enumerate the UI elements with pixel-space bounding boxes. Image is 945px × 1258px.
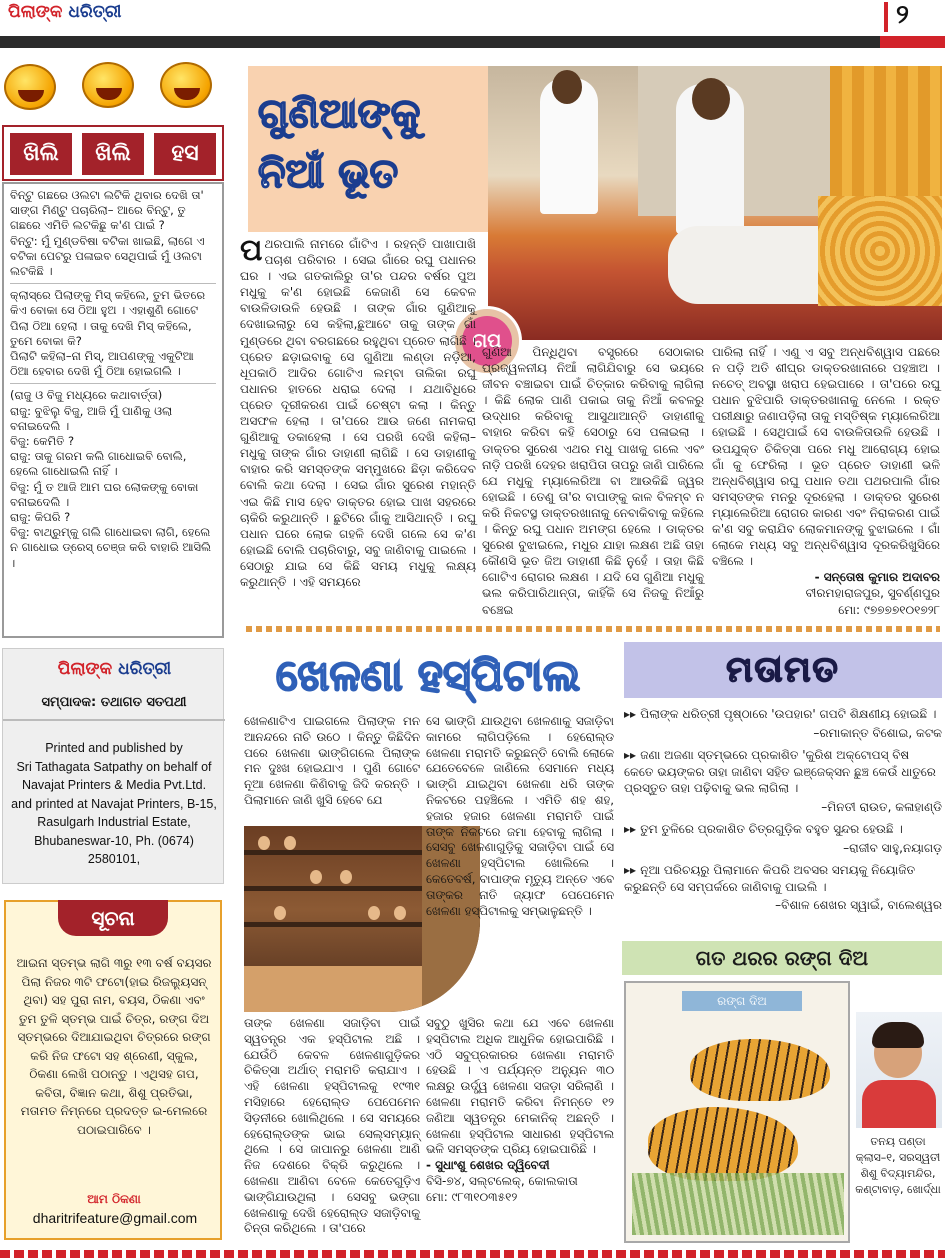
story-text: ସବୁଠୁ ଖୁସିର କଥା ଯେ ଏବେ ଖେଳଣା ହସ୍ପିଟାଲ ଅଧିକ ଆଧୁନିକ ହୋଇପାରିଛି । ଏଠି ସବୁପ୍ରକାରର ଖେଳଣା ମରାମତି ହେଉଛି । ଏ ପର୍ଯ୍ୟନ୍ତ ଅନ୍ୟୁନ ୩୦ ଲକ୍ଷରୁ ଉର୍ଦ୍ଧ୍ୱ ଖେଳଣା ସଜଡ଼ା ସରିଲାଣି । ଖେଳଣା ମରାମତି କରିବା ନିମନ୍ତେ ୧୨ ଜଣିଆ ସ୍ୱତନ୍ତ୍ର ମେକାନିକ୍ ଅଛନ୍ତି । ଖେଳଣା ହସ୍ପିଟାଲ ସାଧାରଣ ହସ୍ପିଟାଲ ଭଳି ସମସ୍ତଙ୍କ ପ୍ରିୟ ହୋଇପାରିଛି । <box>426 1016 614 1157</box>
footer-rule <box>0 1250 945 1258</box>
story-title <box>258 84 478 204</box>
photo-doll <box>284 836 296 850</box>
story-author: - ସନ୍ତୋଷ କୁମାର ଅଦାବର <box>814 570 940 585</box>
laughing-emoji-icon <box>160 62 212 108</box>
story-title-line: ନିଆଁ ଭୂତ <box>258 151 399 197</box>
opinion-item <box>624 706 942 723</box>
photo-nurse-head <box>552 70 582 104</box>
story1-column-2 <box>482 344 704 618</box>
opinion-item <box>624 821 942 838</box>
opinion-text: ତୁମ ତୁଳିରେ ପ୍ରକାଶିତ ଚିତ୍ରଗୁଡ଼ିକ ବହୁତ ସୁନ୍ଦର ହେଉଛି । <box>640 822 903 836</box>
imprint-text: Printed and published by Sri Tathagata Satpathy on behalf of Navajat Printers & Media Pvt.Ltd. and printed at Navajat Printers, B-15, Rasulgarh Industrial Estate, Bhubaneswar-10, Ph. (0674) 2580101, <box>11 741 217 866</box>
banner-word: ଖିଲି <box>82 133 144 175</box>
hospital-photo <box>488 66 942 340</box>
last-week-title: ଗତ ଥରର ରଙ୍ଗ ଦିଅ <box>695 946 869 970</box>
story-text: ଥରପାଲି ନାମରେ ଗାଁଟିଏ । ରହନ୍ତି ପାଖାପାଖି ପଚାଶ ପରିବାର । ସେଇ ଗାଁରେ ରଘୁ ପଧାନର ଘର । ଏଇ ଗତକାଲିରୁ ତା'ର ପନ୍ଦର ବର୍ଷର ପୁଅ ମଧୁକୁ କ'ଣ ହୋଇଛି କେଜାଣି ସେ କେବଳ ବାଉଳିଡାଉଳି ହେଉଛି । ତାଙ୍କ ଗାଁର ଗୁଣିଆକୁ ଦେଖାଇଲାରୁ ସେ କହିଲା,ଛୁଆଟେ ତାକୁ ତାଙ୍କ ଗାଁ ମୁଣ୍ଡରେ ଥିବା ବରଗଛରେ ରହୁଥିବା ପ୍ରେତ ଲାଗିଛି । ପ୍ରେତ ଛଡ଼ାଇବାକୁ ସେ ଗୁଣିଆ ଲଣ୍ଡା ନଡ଼ିଆ, ଧୂପକାଠି ଆଦିର ଗୋଟିଏ ଲମ୍ବା ତାଲିକା ରଘୁ ପଧାନର ହାତରେ ଧରାଇ ଦେଲା । ଯଥାବିଧିରେ ପ୍ରେତ ଦୂରୀକରଣ ପାଇଁ ଚେଷ୍ଟା କଲା । କିନ୍ତୁ ଅସଫଳ ହେଲା । ତା'ପରେ ଆଉ ଜଣେ ନାମକରା ଗୁଣିଆକୁ ଡକାହେଲା । ସେ ପରଖି ଦେଖି କହିଲା– ମଧୁକୁ ତାଙ୍କ ଗାଁର ଡାହାଣୀ ଲାଗିଛି । ସେ ଡାହାଣୀକୁ ବାହାର କରି ସମସ୍ତଙ୍କ ସମ୍ମୁଖରେ ଛିଡ଼ା କରିଦେବ ବୋଲି କଥା ଦେଲା । ସେଇ ଗାଁର ସୁରେଶ ମହାନ୍ତି ଏଇ କିଛି ମାସ ହେବ ଡାକ୍ତର ହୋଇ ପାଖ ସହରରେ ଚାକିରି କରୁଥାନ୍ତି । ଛୁଟିରେ ଗାଁକୁ ଆସିଥାନ୍ତି । ରଘୁ ପଧାନ ଘରେ ଲୋକ ଗହଳି ଦେଖି ଗଲେ ସେ କ'ଣ ହୋଇଛି ବୋଲି ପଚାରିବାରୁ, ସବୁ ଜାଣିବାକୁ ପାଇଲେ । ସେଠାରୁ ଯାଇ ସେ କିଛି ସମୟ ମଧୁକୁ ଲକ୍ଷ୍ୟ କରୁଥାନ୍ତି । ଏହି ସମୟରେ <box>240 237 476 589</box>
imprint-logo-part2: ଧରିତ୍ରୀ <box>118 659 172 679</box>
opinion-author: –ରମାକାନ୍ତ ବିଶୋଇ, କଟକ <box>813 725 942 740</box>
opinion-text: ଜଣା ଅଜଣା ସ୍ତମ୍ଭରେ ପ୍ରକାଶିତ 'କୁରିଶ ଅକ୍ଟୋପସ୍ ବିଷ କେତେ ଭୟଙ୍କର ତାହା ଜାଣିବା ସହିତ ଇଞ୍ଜେକ୍ସନ ଛୁଞ୍ଚ କେଉଁ ଧାତୁରେ ପ୍ରସ୍ତୁତ ତାହା ପଢ଼ିବାକୁ ଭଲ ଲାଗିଲା । <box>624 748 936 795</box>
grass-drawing <box>632 1173 844 1235</box>
page-number-bar <box>884 2 888 32</box>
imprint-logo-part1: ପିଲାଙ୍କ <box>57 659 113 679</box>
last-week-title-box <box>622 941 942 975</box>
story-title-box <box>248 66 488 232</box>
tiger-drawing <box>648 1107 798 1181</box>
photo-doll <box>394 906 406 920</box>
drawing-label: ରଙ୍ଗ ଦିଅ <box>682 991 802 1011</box>
story-author-phone: ମୋ: ୯୮୩୧୦୩୫୧୨ <box>426 1189 518 1204</box>
notice-address-label: ଆମ ଠିକଣା <box>87 1192 141 1206</box>
story-badge-label: ଗପ <box>462 316 512 366</box>
story1-column-1 <box>240 233 476 590</box>
story-title-line: ଗୁଣିଆଙ୍କୁ <box>258 91 421 137</box>
toy-hospital-title-box <box>244 642 612 710</box>
joke-item: କ୍ଲାସ୍‌ରେ ପିଲାଙ୍କୁ ମିସ୍ କହିଲେ, ତୁମ ଭିତରେ କିଏ ବୋକା ସେ ଠିଆ ହୁଅ । ଏହାଶୁଣି ଗୋଟେ ପିଲା ଠିଆ ହେଲା । ତାକୁ ଦେଖି ମିସ୍ କହିଲେ, ତୁମେ ବୋକା କି? ପିଲାଟି କହିଲା–ନା ମିସ୍, ଆପଣଙ୍କୁ ଏକୁଟିଆ ଠିଆ ହେବାର ଦେଖି ମୁଁ ଠିଆ ହୋଇଗଲି । <box>10 288 206 379</box>
imprint-logo <box>47 659 182 685</box>
tiger-drawing <box>690 1039 830 1101</box>
notice-title: ସୂଚନା <box>58 900 168 936</box>
photo-pillow <box>818 196 942 306</box>
story-text: ଗୁଣିଆ ପିନ୍ଧିଥିବା ବସ୍ତ୍ରରେ ସେଠାକାର ପ୍ରଜ୍ୱଳନୀୟ ନିଆଁ ଲାଗିଯିବାରୁ ସେ ଭୟରେ ଜୀବନ ବଞ୍ଚାଇବା ପାଇଁ ଚିତ୍କାର କରିବାକୁ ଲାଗିଲା । କିଛି ଲୋକ ପାଣି ପକାଇ ତାକୁ ନିଆଁ କବଳରୁ ଉଦ୍ଧାର କରିବାକୁ ଆସୁଥାଆନ୍ତି ଡାହାଣୀକୁ ବାହାର କରିବା କହି ସେଠାରୁ ସେ ପଳାଇଲା । ଡାକ୍ତର ସୁରେଶ ଏଥର ମଧୁ ପାଖକୁ ଗଲେ ଏବଂ ନାଡ଼ି ପରଖି ଦେହର ଖରାପିତା ତାପରୁ ଜାଣି ପାରିଲେ ଯେ ମଧୁକୁ ମ୍ୟାଲେରିଆ ବା ଆଉକିଛି ଜ୍ୱର ହୋଇଛି । ତେଣୁ ତା'ର ବାପାଙ୍କୁ କାଳ ବିଳମ୍ବ ନ କରି ନିକଟସ୍ଥ ଡାକ୍ତରଖାନାକୁ ନେବାକିବାକୁ କହିଲେ । କିନ୍ତୁ ରଘୁ ପଧାନ ଅମଙ୍ଗ ହେଲେ । ଡାକ୍ତର ସୁରେଶ ବୁଝାଇଲେ, ମଧୁର ଯାହା ଲକ୍ଷଣ ଅଛି ତାହା କୌଣସି ଭୂତ ଜିଅ ଡାହାଣୀ କିଛି ନୁହେଁ । ତାହା କିଛି ଗୋଟିଏ ରୋଗର ଲକ୍ଷଣ । ଯଦି ସେ ଗୁଣିଆ ମଧୁକୁ ଭଲ କରିପାରିଥାନ୍ତା, କାହିଁକି ସେ ନିଜକୁ ନିଆଁରୁ ବଞ୍ଚେଇ <box>482 345 704 617</box>
photo-doll <box>368 906 380 920</box>
masthead-part2: ଧରିତ୍ରୀ <box>68 2 122 22</box>
notice-body: ଆଇନା ସ୍ତମ୍ଭ ଲାଗି ୩ରୁ ୧୩ ବର୍ଷ ବୟସର ପିଲା ନିଜର ୩ଟି ଫଟୋ(ହାଇ ରିଜଲ୍ୟୁସନ୍ ଥିବା) ସହ ପୁରା ନାମ, ବୟସ, ଠିକଣା ଏବଂ ତୁମ ତୁଳି ସ୍ତମ୍ଭ ପାଇଁ ଚିତ୍ର, ରଙ୍ଗ ଦିଅ ସ୍ତମ୍ଭରେ ଦିଆଯାଇଥିବା ଚିତ୍ରରେ ରଙ୍ଗ କରି ନିଜ ଫଟୋ ସହ ଶ୍ରେଣୀ, ସ୍କୁଲ, ଠିକଣା ଲେଖି ପଠାନ୍ତୁ । ଏଥିସହ ଗପ, କବିତା, ବିଜ୍ଞାନ କଥା, ଶିଶୁ ପ୍ରତିଭା, ମତାମତ ନିମ୍ନରେ ପ୍ରଦତ୍ତ ଇ-ମେଲରେ ପଠାଇପାରିବେ । <box>16 956 212 1137</box>
opinion-text: ପିଲାଙ୍କ ଧରିତ୍ରୀ ପୃଷ୍ଠାରେ 'ଉପହାର' ଗପଟି ଶିକ୍ଷଣୀୟ ହୋଇଛି । <box>640 707 937 721</box>
masthead-part1: ପିଲାଙ୍କ <box>8 2 63 22</box>
toy-story-column-1-bottom <box>244 1016 420 1237</box>
bullet-arrow-icon: ▸▸ <box>624 748 641 762</box>
joke-item: (ରାଜୁ ଓ ବିଜୁ ମଧ୍ୟରେ କଥାବାର୍ତ୍ତା) ରାଜୁ: ବୁଝିଲୁ ବିଜୁ, ଆଜି ମୁଁ ପାଣିକୁ ଓଲା ବନାଇଦେଲି । ବିଜୁ: କେମିତି ? ରାଜୁ: ତାକୁ ଗରମ କଲି ଗାଧୋଇବି ବୋଲି, ହେଲେ ଗାଧୋଇଲି ନାହିଁ । ବିଜୁ: ମୁଁ ତ ଆଜି ଆମ ଘର ଲୋକଙ୍କୁ ବୋକା ବନାଇଦେଲି । ରାଜୁ: କିପରି ? ବିଜୁ: ବାଥ୍‌ରୁମ୍‌କୁ ଗଲି ଗାଧୋଇବା ଲାଗି, ହେଲେ ନ ଗାଧୋଇ ଡ୍ରେସ୍ ଚେଞ୍ଜ କରି ବାହାରି ଆସିଲି । <box>10 388 211 570</box>
story1-column-3 <box>712 344 940 618</box>
photo-doll <box>258 836 270 850</box>
opinion-author: –ରାଜୀବ ସାହୁ,ନୟାଗଡ଼ <box>843 840 942 855</box>
notice-box <box>4 900 222 1240</box>
opinion-author: –ବିଶାଳ ଶେଖର ସ୍ୱାଇଁ, ବାଲେଶ୍ୱର <box>775 898 942 912</box>
opinion-title: ମତାମତ <box>726 650 840 690</box>
tiger-coloring-drawing <box>624 981 850 1243</box>
toy-story-column-1-top <box>244 714 420 809</box>
joke-divider <box>10 383 216 384</box>
joke-divider <box>10 283 216 284</box>
page-number: ୨ <box>896 0 909 30</box>
masthead-logo <box>8 2 143 34</box>
story-author-phone: ମୋ: ୯୭୭୭୭୧୦୧୭୨୮ <box>838 602 940 617</box>
opinion-list <box>624 706 942 920</box>
laughing-emoji-icon <box>4 64 56 110</box>
imprint-divider <box>3 719 225 721</box>
toy-hospital-title: ଖେଳଣା ହସ୍ପିଟାଲ <box>275 651 581 701</box>
child-shirt <box>862 1080 936 1128</box>
drop-cap: ପ <box>240 233 263 268</box>
khili-khili-hasa-banner <box>2 125 224 181</box>
toy-story-column-2-top <box>426 714 614 919</box>
child-photo <box>856 1012 942 1128</box>
imprint-box <box>2 648 224 884</box>
story-text: ତାଙ୍କ ଖେଳଣା ସଜାଡ଼ିବା ପାଇଁ ସ୍ୱତନ୍ତ୍ର ଏକ ହସ୍ପିଟାଲ ଅଛି । ଯେଉଁଠି କେବଳ ଖେଳଣାଗୁଡ଼ିକର ଚିକିତ୍ସା ଅର୍ଥାତ୍ ମରାମତି କରାଯାଏ । ଏହି ଖେଳଣା ହସ୍ପିଟାଲକୁ ୧୯୩୧ ମସିହାରେ ହେରୋଲ୍ଡ ପେପେମେନ ସିଡ଼ନୀରେ ଖୋଲିଥିଲେ । ସେ ସମୟରେ ହେରୋଲ୍ଡଙ୍କ ଭାଇ ସେଲ୍ସମ୍ୟାନ୍ ଥିଲେ । ସେ ଜାପାନରୁ ଖେଳଣା ଆଣି ନିଜ ଦେଶରେ ବିକ୍ରି କରୁଥିଲେ । ଖେଳଣା ଆଣିବା ବେଳେ କେତେଗୁଡ଼ିଏ ଭାଙ୍ଗିଯାଉଥିଲା । ସେସବୁ ଭଙ୍ଗା ଖେଳଣାକୁ ଦେଖି ହେରୋଲ୍ଡ ସଜାଡ଼ିବାକୁ ଚିନ୍ତା କରିଥିଲେ । ତା'ପରେ <box>244 1016 420 1236</box>
child-caption: ତନୟ ପଣ୍ଡା କ୍ଲାସ–୧, ସରସ୍ୱତୀ ଶିଶୁ ବିଦ୍ୟାମନ୍ଦିର, କଣ୍ଟାବାଡ଼, ଖୋର୍ଦ୍ଧା <box>855 1135 941 1196</box>
opinion-item <box>624 862 942 895</box>
toy-story-column-2-bottom <box>426 1016 614 1206</box>
laughing-emoji-icon <box>82 62 134 108</box>
header-rule <box>0 36 945 48</box>
banner-word: ଖିଲି <box>10 133 72 175</box>
bullet-arrow-icon: ▸▸ <box>624 822 641 836</box>
story-author-place: ବିସି-୭୪, ସଲ୍ଟଲେକ୍, କୋଲକାତା <box>426 1173 578 1188</box>
story-text: ସେ ଭାଙ୍ଗି ଯାଉଥିବା ଖେଳଣାକୁ ସଜାଡ଼ିବା କାମରେ ଲାଗିପଡ଼ିଲେ । ହେରୋଲ୍ଡ ଖେଳଣା ମରାମତି କରୁଛନ୍ତି ବୋଲି ଲୋକେ ଯେତେବେଳେ ଜାଣିଲେ ସେମାନେ ମଧ୍ୟ ଭାଙ୍ଗି ଯାଇଥିବା ଖେଳଣା ଧରି ତାଙ୍କ ନିକଟରେ ପହଞ୍ଚିଲେ । ଏମିତି ଶହ ଶହ, ହଜାର ହଜାର ଖେଳଣା ମରାମତି ପାଇଁ ତାଙ୍କ ନିକଟରେ ଜମା ହେବାକୁ ଲାଗିଲା । ସେସବୁ ଖେଳଣାଗୁଡ଼ିକୁ ସଜାଡ଼ିବା ପାଇଁ ସେ ଖେଳଣା ହସ୍ପିଟାଲ ଖୋଲିଲେ । କେତେବର୍ଷ, ବାପାଙ୍କ ମୃତ୍ୟୁ ଅନ୍ତେ ଏବେ ତାଙ୍କର ନାତି ଜ୍ୟାଫ ପେପେମେନ ଖେଳଣା ହସ୍ପିଟାଲକୁ ସମ୍ଭାଳୁଛନ୍ତି । <box>426 714 614 918</box>
section-divider <box>246 626 940 632</box>
story-author: - ସୁଧାଂଶୁ ଶେଖର ଦ୍ୱିବେଦୀ <box>426 1158 550 1173</box>
jokes-column <box>2 182 224 638</box>
bullet-arrow-icon: ▸▸ <box>624 707 641 721</box>
photo-doll <box>310 870 322 884</box>
banner-word: ହସ <box>154 133 216 175</box>
opinion-author: –ମିନତୀ ରାଉତ, କଳାହାଣ୍ଡି <box>821 799 942 814</box>
imprint-editor: ସମ୍ପାଦକ: ତଥାଗତ ସତପଥୀ <box>41 695 187 710</box>
story-author-place: ବୀରମହାରାଜପୁର, ସୁବର୍ଣ୍ଣପୁର <box>805 586 940 601</box>
photo-doll <box>274 906 286 920</box>
photo-doll <box>340 870 352 884</box>
opinion-text: ନୂଆ ପରିଚୟରୁ ପିଲାମାନେ କିପରି ଅବସର ସମୟକୁ ନିୟୋଜିତ କରୁଛନ୍ତି ସେ ସମ୍ପର୍କରେ ଜାଣିବାକୁ ପାଇଲି । <box>624 863 916 894</box>
header-rule-accent <box>880 36 945 48</box>
child-hair <box>872 1022 924 1048</box>
bullet-arrow-icon: ▸▸ <box>624 863 641 877</box>
photo-doctor-head <box>692 78 730 120</box>
opinion-title-box <box>624 642 942 698</box>
joke-item: ବିନ୍ଟୁ ଗଛରେ ଓଲଟା ଲଟିକି ଥିବାର ଦେଖି ତା' ସାଙ୍ଗ ମିଣ୍ଟୁ ପଚାରିଲା– ଆରେ ବିନ୍ଟୁ, ତୁ ଗଛରେ ଏମିତି ଲଟକିଛୁ କ'ଣ ପାଇଁ ? ବିନ୍ଟୁ: ମୁଁ ମୁଣ୍ଡବିଷା ବଟିକା ଖାଇଛି, ଲାଗେ ଏ ବଟିକା ପେଟରୁ ପଳାଇବ ସେଥିପାଇଁ ମୁଁ ଓଲଟା ଲଟକିଛି । <box>10 188 205 279</box>
opinion-item <box>624 747 942 797</box>
notice-email-link[interactable]: dharitrifeature@gmail.com <box>32 1210 198 1226</box>
story-text: ଖେଳଣାଟିଏ ପାଇଗଲେ ପିଲାଙ୍କ ମନ ଆନନ୍ଦରେ ନାଚି ଉଠେ । କିନ୍ତୁ କିଛିଦିନ ପରେ ଖେଳଣା ଭାଙ୍ଗିଗଲେ ପିଲାଙ୍କ ମନ ଦୁଃଖ ହୋଇଯାଏ । ପୁଣି ଗୋଟେ ନୂଆ ଖେଳଣା କିଣିବାକୁ ଜିଦି କରନ୍ତି । ପିଲାମାନେ ଜାଣି ଖୁସି ହେବେ ଯେ <box>244 714 420 807</box>
story-text: ପାରିଲା ନାହିଁ । ଏଣୁ ଏ ସବୁ ଅନ୍ଧବିଶ୍ୱାସ ପଛରେ ନ ପଡ଼ି ଅତି ଶୀଘ୍ର ଡାକ୍ତରଖାନାରେ ପହଞ୍ଚାଅ । ନଚେତ୍ ଅବସ୍ଥା ଖରାପ ହେଇପାରେ । ତା'ପରେ ରଘୁ ପଧାନ ବୁଝିପାରି ଡାକ୍ତରଖାନାକୁ ନେଲେ । ରକ୍ତ ପରୀକ୍ଷାରୁ ଜଣାପଡ଼ିଲା ତାକୁ ମସ୍ତିଷ୍କ ମ୍ୟାଲେରିଆ ହୋଇଛି । ସେଥିପାଇଁ ସେ ବାଉଳିତାଉଳି ହେଉଛି । ଉପଯୁକ୍ତ ଚିକିତ୍ସା ପରେ ମଧୁ ଆରୋଗ୍ୟ ହୋଇ ଗାଁ କୁ ଫେରିଲା । ଭୂତ ପ୍ରେତ ଡାହାଣୀ ଭଳି ଅନ୍ଧବିଶ୍ୱାସ ରଘୁ ପଧାନ ତଥା ପଥରପାଲି ଗାଁର ସମସ୍ତଙ୍କ ମନରୁ ଦୂରହେଲା । ଡାକ୍ତର ସୁରେଶ ମ୍ୟାଲେରିଆ ରୋଗର କାରଣ ଏବଂ ନିରାକରଣ ପାଇଁ କ'ଣ ସବୁ କରାଯିବ ଲୋକମାନଙ୍କୁ ବୁଝାଇଲେ । ଗାଁ ଲୋକେ ମଧ୍ୟ ସବୁ ଅନ୍ଧବିଶ୍ୱାସ ଦୂରକରିଖୁସିରେ ବଞ୍ଚିଲେ । <box>712 345 940 569</box>
